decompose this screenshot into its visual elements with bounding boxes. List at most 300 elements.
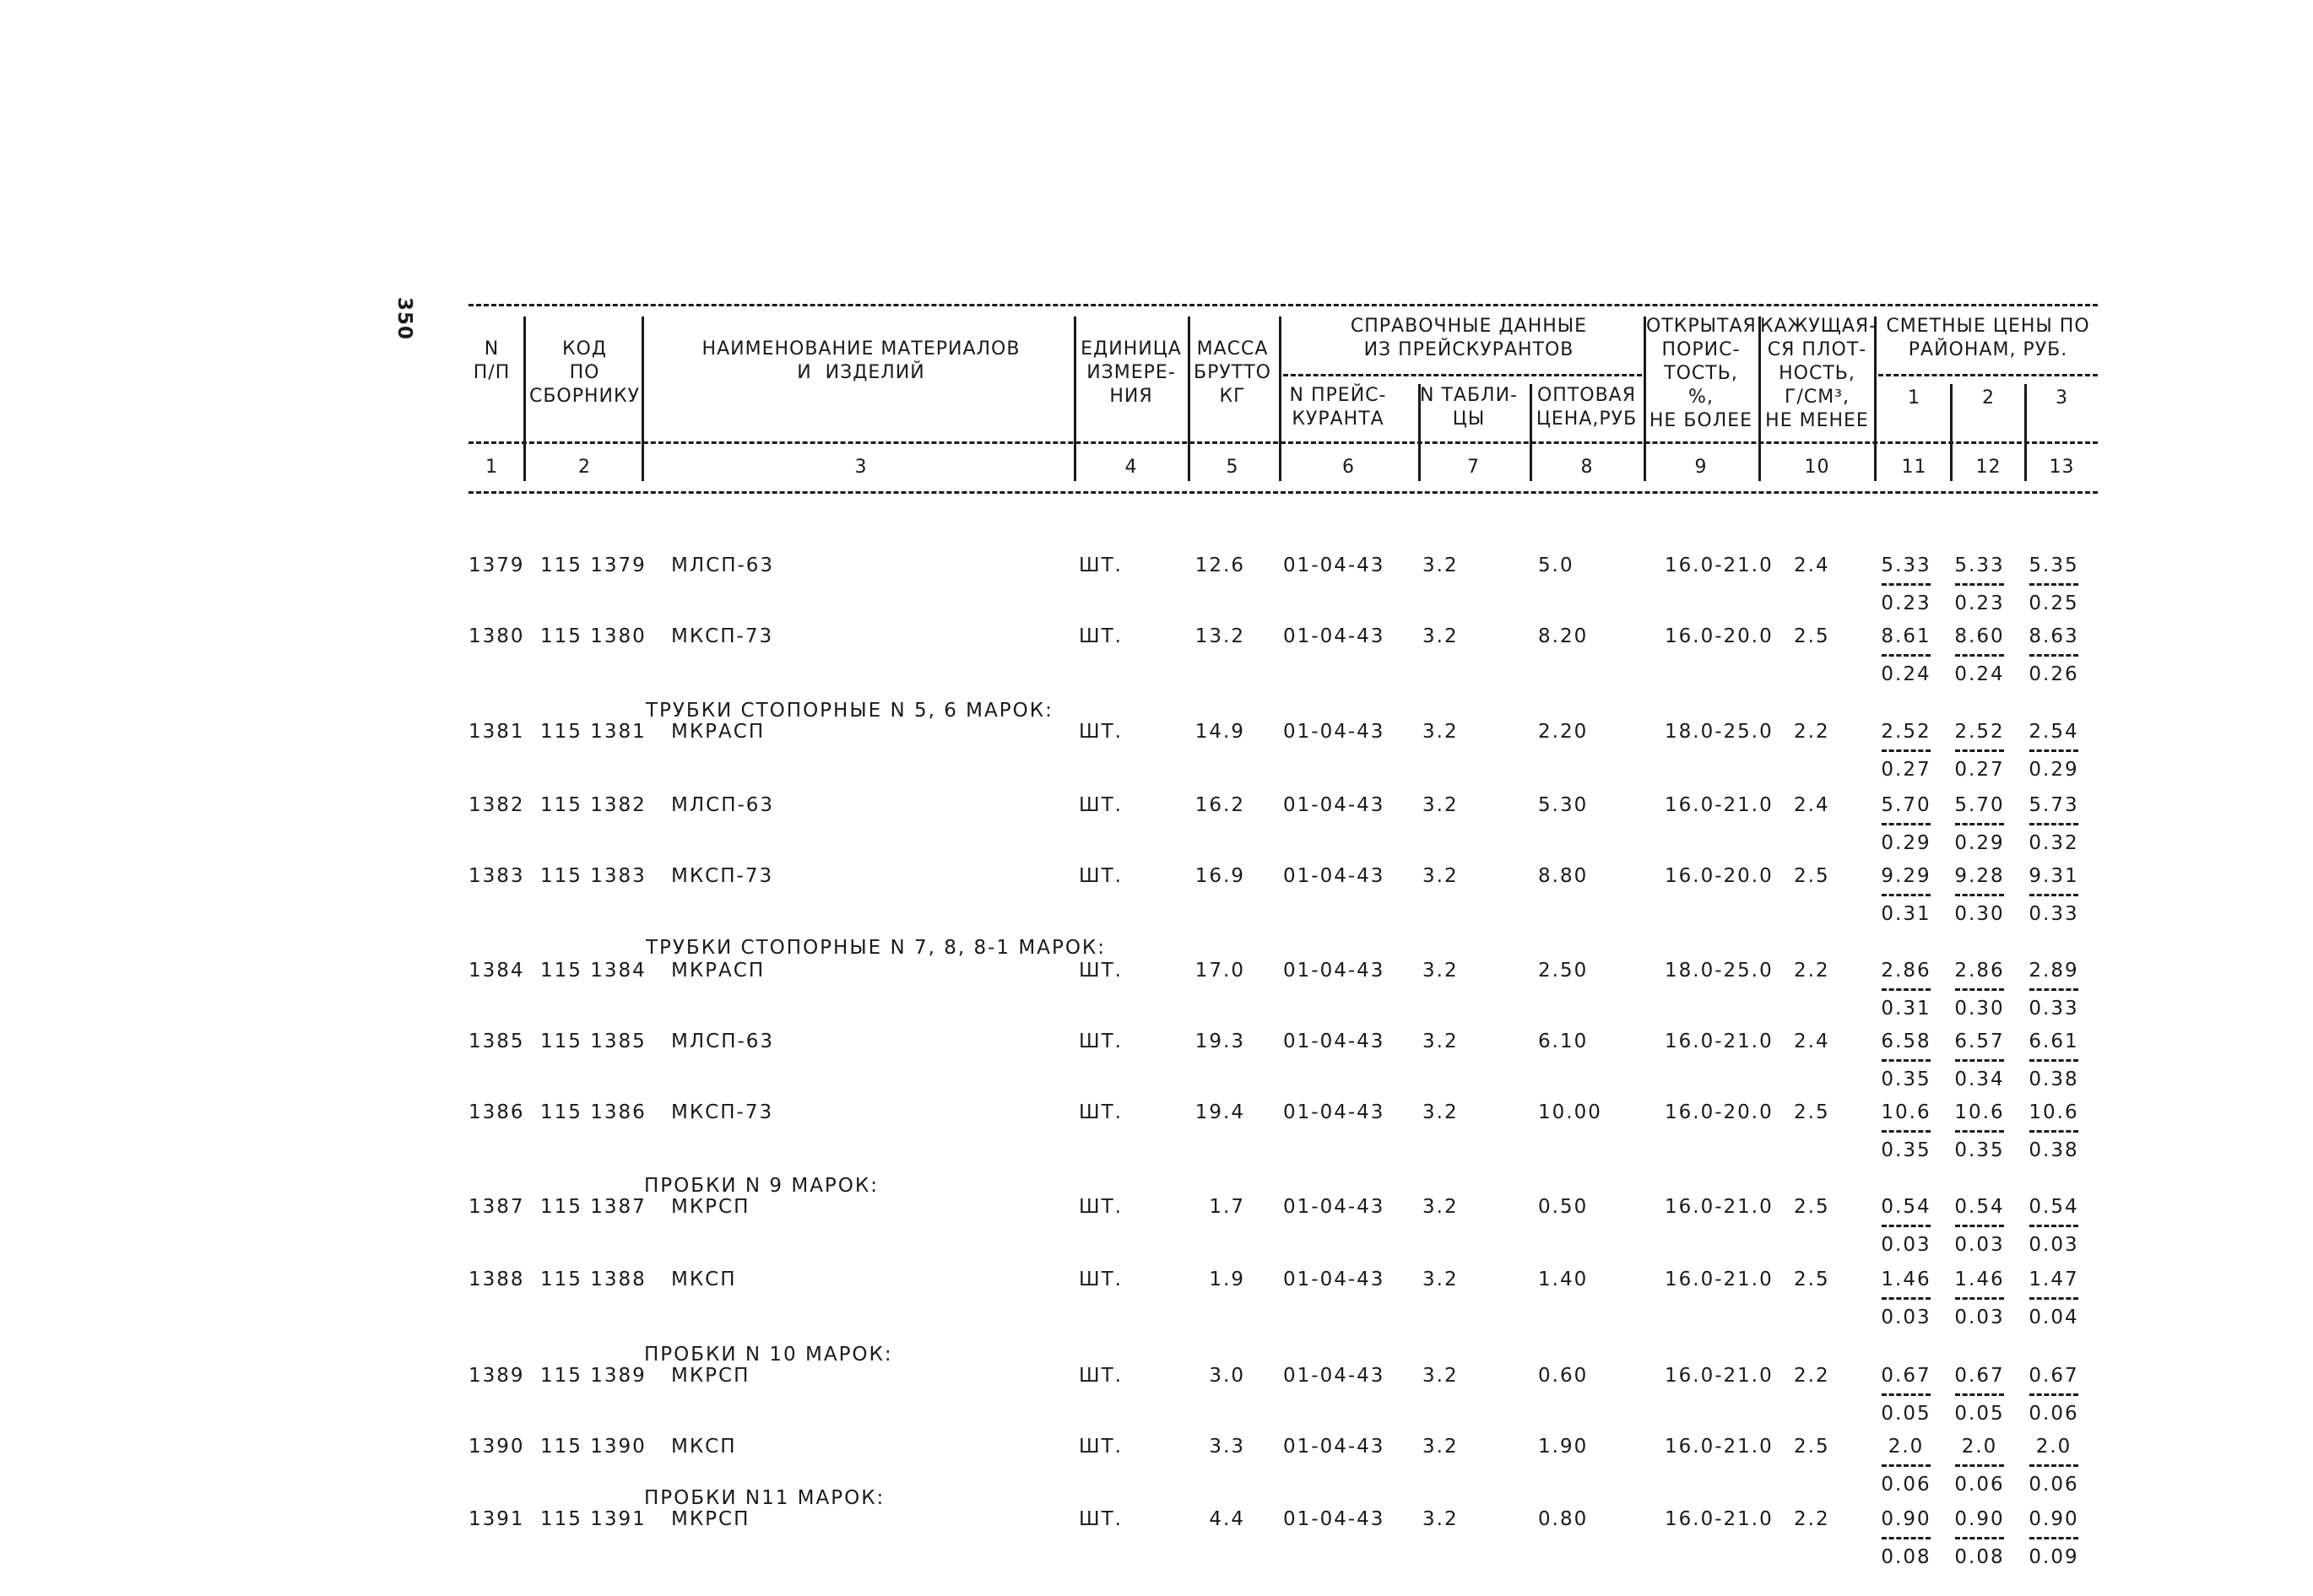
fraction-bar (1882, 1059, 1931, 1062)
price-value: 1.47 (2029, 1269, 2079, 1290)
header-col-unit: ЕДИНИЦА ИЗМЕРЕ- НИЯ (1081, 338, 1182, 407)
header-col-code: КОД ПО СБОРНИКУ (528, 338, 641, 407)
cell-unit: ШТ. (1079, 960, 1123, 982)
colnum-8: 8 (1580, 457, 1594, 478)
cell-mass: 1.9 (1209, 1269, 1245, 1290)
price-wage-value: 0.27 (1954, 759, 2005, 781)
cell-name: МКСП-73 (671, 625, 774, 647)
price-wage-value: 0.31 (1881, 998, 1931, 1020)
regional-price-1 (1878, 1195, 1934, 1257)
cell-wholesale: 0.50 (1538, 1196, 1589, 1218)
price-wage-value: 0.06 (2029, 1474, 2079, 1496)
fraction-bar (2029, 583, 2078, 586)
group-title: ТРУБКИ СТОПОРНЫЕ N 7, 8, 8-1 МАРОК: (646, 937, 1107, 959)
regional-price-2 (1952, 1364, 2007, 1426)
regional-price-3 (2026, 864, 2082, 926)
cell-price-list: 01-04-43 (1283, 555, 1385, 576)
cell-number: 1391 (469, 1508, 525, 1530)
cell-name: МКРАСП (671, 960, 766, 982)
regional-price-3 (2026, 1268, 2082, 1329)
cell-unit: ШТ. (1079, 721, 1123, 743)
colnum-4: 4 (1124, 457, 1138, 478)
price-wage-value: 0.09 (2029, 1546, 2079, 1568)
cell-density: 2.2 (1794, 1508, 1830, 1530)
group-title: ПРОБКИ N11 МАРОК: (644, 1487, 886, 1509)
cell-density: 2.4 (1794, 555, 1830, 576)
price-value: 0.90 (1954, 1508, 2005, 1530)
regional-price-1 (1878, 1101, 1934, 1162)
cell-price-list: 01-04-43 (1283, 1101, 1385, 1123)
regional-price-2 (1952, 1268, 2007, 1329)
cell-wholesale: 5.30 (1538, 794, 1589, 816)
price-wage-value: 0.30 (1954, 903, 2005, 925)
price-wage-value: 0.33 (2029, 903, 2079, 925)
price-value: 0.90 (1881, 1508, 1931, 1530)
fraction-bar (2029, 1393, 2078, 1396)
cell-code: 115 1388 (540, 1269, 647, 1290)
price-wage-value: 0.38 (2029, 1139, 2079, 1161)
cell-wholesale: 1.90 (1538, 1436, 1589, 1458)
cell-wholesale: 1.40 (1538, 1269, 1589, 1290)
regional-price-1 (1878, 625, 1934, 686)
cell-table: 3.2 (1422, 1196, 1459, 1218)
regional-price-2 (1952, 1030, 2007, 1091)
cell-porosity: 16.0-20.0 (1665, 865, 1774, 887)
cell-mass: 12.6 (1194, 555, 1245, 576)
cell-wholesale: 0.80 (1538, 1508, 1589, 1530)
price-wage-value: 0.03 (2029, 1234, 2079, 1256)
cell-price-list: 01-04-43 (1283, 1031, 1385, 1052)
cell-table: 3.2 (1422, 1031, 1459, 1052)
regional-price-3 (2026, 959, 2082, 1020)
cell-price-list: 01-04-43 (1283, 1436, 1385, 1458)
cell-mass: 4.4 (1209, 1508, 1245, 1530)
cell-unit: ШТ. (1079, 1101, 1123, 1123)
regional-price-1 (1878, 1507, 1934, 1569)
regional-price-1 (1878, 1435, 1934, 1496)
price-value: 2.89 (2029, 960, 2079, 982)
fraction-bar (1882, 894, 1931, 896)
price-value: 1.46 (1954, 1269, 2005, 1290)
cell-wholesale: 8.80 (1538, 865, 1589, 887)
fraction-bar (1882, 1464, 1931, 1467)
cell-porosity: 16.0-20.0 (1665, 1101, 1774, 1123)
cell-unit: ШТ. (1079, 625, 1123, 647)
price-wage-value: 0.08 (1881, 1546, 1931, 1568)
cell-name: МКСП-73 (671, 1101, 774, 1123)
price-value: 0.54 (2029, 1196, 2079, 1218)
cell-code: 115 1384 (540, 960, 647, 982)
cell-density: 2.5 (1794, 1436, 1830, 1458)
regional-price-2 (1952, 720, 2007, 782)
price-wage-value: 0.03 (1954, 1307, 2005, 1328)
price-wage-value: 0.32 (2029, 832, 2079, 854)
price-wage-value: 0.30 (1954, 998, 2005, 1020)
cell-name: МКРСП (671, 1365, 750, 1387)
price-value: 5.73 (2029, 794, 2079, 816)
cell-mass: 13.2 (1194, 625, 1245, 647)
regional-price-3 (2026, 720, 2082, 782)
cell-wholesale: 10.00 (1538, 1101, 1602, 1123)
cell-mass: 3.0 (1209, 1365, 1245, 1387)
cell-density: 2.5 (1794, 865, 1830, 887)
cell-table: 3.2 (1422, 1365, 1459, 1387)
cell-number: 1382 (469, 794, 525, 816)
cell-density: 2.2 (1794, 721, 1830, 743)
price-wage-value: 0.26 (2029, 663, 2079, 685)
cell-price-list: 01-04-43 (1283, 1365, 1385, 1387)
price-value: 5.35 (2029, 555, 2079, 576)
cell-mass: 19.3 (1194, 1031, 1245, 1052)
regional-price-1 (1878, 720, 1934, 782)
price-wage-value: 0.03 (1881, 1307, 1931, 1328)
cell-price-list: 01-04-43 (1283, 960, 1385, 982)
cell-number: 1387 (469, 1196, 525, 1218)
cell-code: 115 1390 (540, 1436, 647, 1458)
fraction-bar (1955, 988, 2004, 991)
fraction-bar (1882, 1225, 1931, 1227)
cell-wholesale: 2.50 (1538, 960, 1589, 982)
group-title: ПРОБКИ N 10 МАРОК: (644, 1344, 893, 1366)
cell-wholesale: 5.0 (1538, 555, 1574, 576)
regional-price-1 (1878, 554, 1934, 615)
cell-unit: ШТ. (1079, 555, 1123, 576)
fraction-bar (2029, 1464, 2078, 1467)
cell-name: МЛСП-63 (671, 794, 775, 816)
price-wage-value: 0.29 (2029, 759, 2079, 781)
cell-code: 115 1383 (540, 865, 647, 887)
price-value: 2.0 (2035, 1436, 2072, 1458)
price-value: 5.33 (1881, 555, 1931, 576)
price-value: 5.70 (1954, 794, 2005, 816)
group-title: ПРОБКИ N 9 МАРОК: (644, 1175, 879, 1197)
cell-porosity: 16.0-21.0 (1665, 1436, 1774, 1458)
price-value: 6.58 (1881, 1031, 1931, 1052)
cell-code: 115 1386 (540, 1101, 647, 1123)
fraction-bar (1882, 749, 1931, 752)
cell-price-list: 01-04-43 (1283, 865, 1385, 887)
cell-number: 1379 (469, 555, 525, 576)
regional-price-2 (1952, 554, 2007, 615)
fraction-bar (1955, 1464, 2004, 1467)
regional-price-3 (2026, 1101, 2082, 1162)
fraction-bar (2029, 1130, 2078, 1133)
price-value: 2.52 (1881, 721, 1931, 743)
cell-mass: 14.9 (1194, 721, 1245, 743)
price-value: 2.52 (1954, 721, 2005, 743)
colnum-1: 1 (485, 457, 498, 478)
cell-wholesale: 8.20 (1538, 625, 1589, 647)
fraction-bar (2029, 654, 2078, 657)
cell-name: МКРСП (671, 1196, 750, 1218)
cell-name: МКСП (671, 1269, 737, 1290)
cell-density: 2.4 (1794, 1031, 1830, 1052)
cell-unit: ШТ. (1079, 1436, 1123, 1458)
price-wage-value: 0.27 (1881, 759, 1931, 781)
regional-price-3 (2026, 793, 2082, 855)
header-region-2: 2 (1982, 387, 1995, 408)
price-wage-value: 0.06 (1954, 1474, 2005, 1496)
cell-name: МКСП-73 (671, 865, 774, 887)
cell-code: 115 1385 (540, 1031, 647, 1052)
fraction-bar (1955, 1225, 2004, 1227)
cell-table: 3.2 (1422, 721, 1459, 743)
fraction-bar (1955, 654, 2004, 657)
fraction-bar (1955, 894, 2004, 896)
header-col-mass: МАССА БРУТТО КГ (1194, 338, 1271, 407)
price-wage-value: 0.05 (1954, 1403, 2005, 1425)
regional-price-1 (1878, 1268, 1934, 1329)
price-wage-value: 0.03 (1954, 1234, 2005, 1256)
cell-code: 115 1389 (540, 1365, 647, 1387)
cell-name: МКРАСП (671, 721, 766, 743)
cell-number: 1380 (469, 625, 525, 647)
cell-price-list: 01-04-43 (1283, 721, 1385, 743)
regional-price-2 (1952, 1101, 2007, 1162)
price-wage-value: 0.06 (2029, 1403, 2079, 1425)
fraction-bar (2029, 823, 2078, 825)
regional-price-1 (1878, 959, 1934, 1020)
fraction-bar (1955, 1130, 2004, 1133)
cell-table: 3.2 (1422, 555, 1459, 576)
cell-unit: ШТ. (1079, 1365, 1123, 1387)
price-value: 2.86 (1881, 960, 1931, 982)
cell-mass: 19.4 (1194, 1101, 1245, 1123)
cell-table: 3.2 (1422, 1508, 1459, 1530)
regional-price-1 (1878, 793, 1934, 855)
price-wage-value: 0.23 (1881, 592, 1931, 614)
cell-density: 2.2 (1794, 960, 1830, 982)
cell-price-list: 01-04-43 (1283, 1269, 1385, 1290)
regional-price-1 (1878, 1364, 1934, 1426)
price-wage-value: 0.06 (1881, 1474, 1931, 1496)
regional-price-1 (1878, 864, 1934, 926)
colnum-11: 11 (1901, 457, 1927, 478)
regional-price-1 (1878, 1030, 1934, 1091)
price-value: 9.28 (1954, 865, 2005, 887)
cell-density: 2.5 (1794, 1101, 1830, 1123)
cell-mass: 1.7 (1209, 1196, 1245, 1218)
cell-unit: ШТ. (1079, 1196, 1123, 1218)
cell-name: МКСП (671, 1436, 737, 1458)
fraction-bar (2029, 1537, 2078, 1539)
price-value: 2.54 (2029, 721, 2079, 743)
cell-unit: ШТ. (1079, 1269, 1123, 1290)
cell-code: 115 1379 (540, 555, 647, 576)
fraction-bar (1955, 1393, 2004, 1396)
cell-porosity: 16.0-20.0 (1665, 625, 1774, 647)
cell-name: МЛСП-63 (671, 1031, 775, 1052)
colnum-13: 13 (2049, 457, 2075, 478)
cell-table: 3.2 (1422, 625, 1459, 647)
cell-porosity: 18.0-25.0 (1665, 960, 1774, 982)
cell-code: 115 1387 (540, 1196, 647, 1218)
price-value: 8.63 (2029, 625, 2079, 647)
fraction-bar (2029, 1225, 2078, 1227)
price-value: 6.57 (1954, 1031, 2005, 1052)
price-wage-value: 0.08 (1954, 1546, 2005, 1568)
cell-number: 1389 (469, 1365, 525, 1387)
price-value: 2.86 (1954, 960, 2005, 982)
cell-code: 115 1380 (540, 625, 647, 647)
price-wage-value: 0.35 (1881, 1139, 1931, 1161)
price-value: 10.6 (2029, 1101, 2079, 1123)
price-wage-value: 0.29 (1954, 832, 2005, 854)
cell-density: 2.2 (1794, 1365, 1830, 1387)
fraction-bar (1882, 654, 1931, 657)
price-wage-value: 0.34 (1954, 1069, 2005, 1090)
price-wage-value: 0.23 (1954, 592, 2005, 614)
price-value: 0.67 (1954, 1365, 2005, 1387)
price-value: 0.54 (1954, 1196, 2005, 1218)
header-col-number: N П/П (473, 338, 511, 383)
header-col-porosity: ОТКРЫТАЯ ПОРИС- ТОСТЬ, %, НЕ БОЛЕЕ (1646, 316, 1757, 431)
header-col-table: N ТАБЛИ- ЦЫ (1420, 385, 1518, 430)
price-wage-value: 0.05 (1881, 1403, 1931, 1425)
cell-name: МЛСП-63 (671, 555, 775, 576)
price-wage-value: 0.24 (1954, 663, 2005, 685)
cell-code: 115 1391 (540, 1508, 647, 1530)
fraction-bar (2029, 894, 2078, 896)
cell-number: 1381 (469, 721, 525, 743)
colnum-10: 10 (1804, 457, 1830, 478)
price-value: 0.67 (2029, 1365, 2079, 1387)
cell-table: 3.2 (1422, 1269, 1459, 1290)
cell-number: 1385 (469, 1031, 525, 1052)
group-title: ТРУБКИ СТОПОРНЫЕ N 5, 6 МАРОК: (646, 700, 1054, 722)
fraction-bar (1882, 1393, 1931, 1396)
cell-unit: ШТ. (1079, 1508, 1123, 1530)
regional-price-2 (1952, 625, 2007, 686)
cell-wholesale: 6.10 (1538, 1031, 1589, 1052)
cell-wholesale: 0.60 (1538, 1365, 1589, 1387)
price-wage-value: 0.04 (2029, 1307, 2079, 1328)
regional-price-3 (2026, 1507, 2082, 1569)
cell-unit: ШТ. (1079, 1031, 1123, 1052)
cell-code: 115 1381 (540, 721, 647, 743)
colnum-7: 7 (1467, 457, 1480, 478)
fraction-bar (1955, 823, 2004, 825)
regional-price-3 (2026, 554, 2082, 615)
fraction-bar (1882, 1130, 1931, 1133)
fraction-bar (1882, 988, 1931, 991)
price-wage-value: 0.35 (1954, 1139, 2005, 1161)
cell-porosity: 16.0-21.0 (1665, 1508, 1774, 1530)
cell-number: 1386 (469, 1101, 525, 1123)
cell-number: 1388 (469, 1269, 525, 1290)
regional-price-3 (2026, 1435, 2082, 1496)
cell-number: 1390 (469, 1436, 525, 1458)
cell-porosity: 16.0-21.0 (1665, 555, 1774, 576)
cell-density: 2.5 (1794, 1269, 1830, 1290)
regional-price-2 (1952, 864, 2007, 926)
price-value: 2.0 (1888, 1436, 1925, 1458)
fraction-bar (1882, 1537, 1931, 1539)
cell-number: 1383 (469, 865, 525, 887)
price-value: 5.70 (1881, 794, 1931, 816)
cell-table: 3.2 (1422, 960, 1459, 982)
cell-density: 2.5 (1794, 1196, 1830, 1218)
cell-table: 3.2 (1422, 794, 1459, 816)
cell-price-list: 01-04-43 (1283, 1508, 1385, 1530)
regional-price-3 (2026, 1364, 2082, 1426)
regional-price-3 (2026, 625, 2082, 686)
cell-porosity: 18.0-25.0 (1665, 721, 1774, 743)
cell-table: 3.2 (1422, 1436, 1459, 1458)
page-number: 350 (393, 297, 415, 341)
fraction-bar (1955, 583, 2004, 586)
price-wage-value: 0.29 (1881, 832, 1931, 854)
fraction-bar (1882, 823, 1931, 825)
colnum-2: 2 (578, 457, 591, 478)
colnum-5: 5 (1226, 457, 1239, 478)
cell-mass: 16.9 (1194, 865, 1245, 887)
cell-name: МКРСП (671, 1508, 750, 1530)
cell-unit: ШТ. (1079, 794, 1123, 816)
regional-price-2 (1952, 959, 2007, 1020)
price-value: 0.90 (2029, 1508, 2079, 1530)
header-group-reference: СПРАВОЧНЫЕ ДАННЫЕ ИЗ ПРЕЙСКУРАНТОВ (1350, 316, 1588, 360)
fraction-bar (1955, 749, 2004, 752)
cell-porosity: 16.0-21.0 (1665, 1031, 1774, 1052)
cell-number: 1384 (469, 960, 525, 982)
header-region-3: 3 (2056, 387, 2068, 408)
price-value: 8.60 (1954, 625, 2005, 647)
price-value: 5.33 (1954, 555, 2005, 576)
price-value: 8.61 (1881, 625, 1931, 647)
regional-price-3 (2026, 1030, 2082, 1091)
header-region-1: 1 (1908, 387, 1920, 408)
cell-mass: 16.2 (1194, 794, 1245, 816)
cell-code: 115 1382 (540, 794, 647, 816)
fraction-bar (2029, 749, 2078, 752)
colnum-12: 12 (1975, 457, 2002, 478)
cell-porosity: 16.0-21.0 (1665, 794, 1774, 816)
fraction-bar (1955, 1059, 2004, 1062)
fraction-bar (1882, 1297, 1931, 1300)
price-wage-value: 0.38 (2029, 1069, 2079, 1090)
colnum-6: 6 (1342, 457, 1355, 478)
fraction-bar (2029, 988, 2078, 991)
price-value: 9.29 (1881, 865, 1931, 887)
cell-porosity: 16.0-21.0 (1665, 1196, 1774, 1218)
cell-mass: 3.3 (1209, 1436, 1245, 1458)
regional-price-2 (1952, 793, 2007, 855)
cell-porosity: 16.0-21.0 (1665, 1269, 1774, 1290)
price-wage-value: 0.03 (1881, 1234, 1931, 1256)
price-wage-value: 0.25 (2029, 592, 2079, 614)
cell-unit: ШТ. (1079, 865, 1123, 887)
header-col-name: НАИМЕНОВАНИЕ МАТЕРИАЛОВ И ИЗДЕЛИЙ (701, 338, 1021, 383)
price-value: 10.6 (1954, 1101, 2005, 1123)
price-wage-value: 0.31 (1881, 903, 1931, 925)
price-value: 1.46 (1881, 1269, 1931, 1290)
price-value: 6.61 (2029, 1031, 2079, 1052)
cell-wholesale: 2.20 (1538, 721, 1589, 743)
header-col-price-list: N ПРЕЙС- КУРАНТА (1289, 385, 1387, 430)
cell-table: 3.2 (1422, 1101, 1459, 1123)
price-value: 0.67 (1881, 1365, 1931, 1387)
fraction-bar (1882, 583, 1931, 586)
cell-density: 2.4 (1794, 794, 1830, 816)
price-wage-value: 0.24 (1881, 663, 1931, 685)
header-col-wholesale: ОПТОВАЯ ЦЕНА,РУБ (1536, 385, 1638, 430)
price-wage-value: 0.33 (2029, 998, 2079, 1020)
price-value: 10.6 (1881, 1101, 1931, 1123)
price-value: 2.0 (1961, 1436, 1998, 1458)
cell-table: 3.2 (1422, 865, 1459, 887)
colnum-3: 3 (854, 457, 868, 478)
